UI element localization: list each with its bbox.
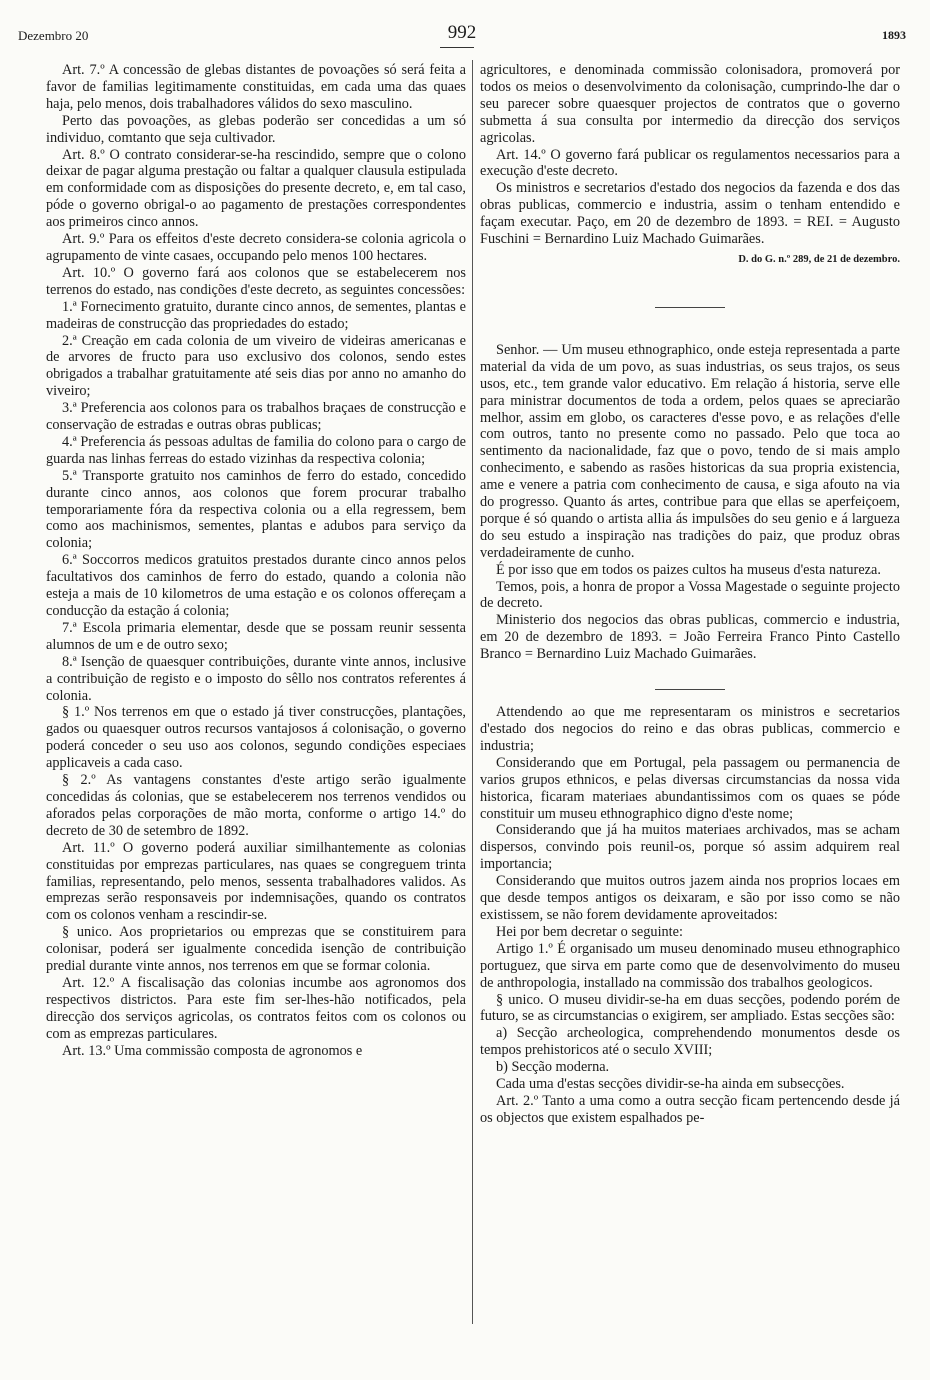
left-column [46,62,466,1059]
paragraph: 1.ª Fornecimento gratuito, durante cinco annos, de sementes, plantas e madeiras de construcção das propriedades do estado; [46,298,466,332]
paragraph: Art. 8.º O contrato considerar-se-ha rescindido, sempre que o colono deixar de pagar alguma prestação ou faltar a qualquer clausula estipulada em conformidade com as disposições do presente decreto, e, em tal caso, póde o governo obrigal-o ao pagamento de prestações correspondentes aos primeiros cinco annos. [46,146,466,231]
paragraph: a) Secção archeologica, comprehendendo monumentos desde os tempos prehistoricos até o seculo XVIII; [480,1025,900,1059]
page-number-rule [440,47,474,48]
page-number: 992 [447,22,477,43]
paragraph: Considerando que muitos outros jazem ainda nos proprios locaes em que desde tempos antigos os deixaram, e são por isso como se não existissem, se não forem devidamente aproveitados: [480,873,900,923]
paragraph: Senhor. — Um museu ethnographico, onde esteja representada a parte material da vida de um povo, as suas industrias, os seus trajos, os seus usos, etc., tem grande valor educativo. Em relação á historia, serve elle para ministrar documentos de toda a ordem, pelos quaes se apreciarão melhor, assim em globo, os caracteres d'esse povo, e as relações d'elle com outros, tanto no presente como no passado. Pelo que toca ao sentimento da nacionalidade, faz que o povo, tendo de si mais amplo conhecimento, e sabendo as rasões historicas da sua propria existencia, ame e venere a patria com conhecimento de causa, e siga afouto na via do progresso. Quanto ás artes, contribue para que ellas se aperfeiçoem, porque é só quando o artista allia ás impulsões do seu genio e á largueza do seu estudo a inspiração nas tradições do paiz, que produz obras verdadeiramente de cunho. [480,341,900,561]
paragraph: É por isso que em todos os paizes cultos ha museus d'esta natureza. [496,561,881,578]
paragraph: § 1.º Nos terrenos em que o estado já tiver construcções, plantações, gados ou quaesquer outros recursos vantajosos á colonisação, o governo poderá conceder o seu uso aos colonos, segundo condições especiaes applicaveis a cada caso. [46,704,466,772]
paragraph: 3.ª Preferencia aos colonos para os trabalhos braçaes de construcção e conservação de estradas e outras obras publicas; [46,400,466,434]
paragraph: 6.ª Soccorros medicos gratuitos prestados durante cinco annos pelos facultativos dos caminhos de ferro do estado, quando a colonia não esteja a mais de 10 kilometros de uma estação e os colonos offereçam a conducção da estação á colonia; [46,552,466,619]
paragraph: Temos, pois, a honra de propor a Vossa Magestade o seguinte projecto de decreto. [480,578,900,612]
paragraph: Art. 12.º A fiscalisação das colonias incumbe aos agronomos dos respectivos districtos. Para este fim ser-lhes-hão notificados, pela direcção dos serviços agricolas, os contratos feitos com os colonos ou com as emprezas particulares. [46,974,466,1042]
section-separator [655,689,725,690]
paragraph: Art. 13.º Uma commissão composta de agronomos e [62,1042,363,1059]
paragraph: Attendendo ao que me representaram os ministros e secretarios d'estado dos negocios do reino e das obras publicas, commercio e industria; [480,704,900,754]
paragraph: 2.ª Creação em cada colonia de um viveiro de videiras americanas e de arvores de fructo para uso exclusivo dos colonos, sendo estes obrigados a trabalhar gratuitamente até seis dias por anno no amanho do viveiro; [46,332,466,400]
paragraph: 4.ª Preferencia ás pessoas adultas de familia do colono para o cargo de guarda nas linhas ferreas do estado vizinhas da respectiva colonia; [46,433,466,467]
paragraph: Art. 2.º Tanto a uma como a outra secção ficam pertencendo desde já os objectos que existem espalhados pe- [480,1092,900,1126]
page-header [18,22,906,48]
paragraph: § unico. Aos proprietarios ou emprezas que se constituirem para colonisar, poderá ser igualmente concedida isenção de contribuição predial durante vinte annos, nos terrenos em que se formar colonia. [46,924,466,975]
section-separator [655,307,725,308]
paragraph: 7.ª Escola primaria elementar, desde que se possam reunir sessenta alumnos de um e de outro sexo; [46,619,466,653]
paragraph: Os ministros e secretarios d'estado dos negocios da fazenda e dos das obras publicas, commercio e industria, assim o tenham entendido e façam executar. Paço, em 20 de dezembro de 1893. = REI. = Augusto Fuschini = Bernardino Luiz Machado Guimarães. [480,180,900,248]
paragraph: Perto das povoações, as glebas poderão ser concedidas a um só individuo, comtanto que seja cultivador. [46,112,466,146]
paragraph: Art. 9.º Para os effeitos d'este decreto considera-se colonia agricola o agrupamento de vinte casaes, occupando pelo menos 100 hectares. [46,231,466,264]
right-column [480,62,900,1127]
paragraph: Considerando que em Portugal, pela passagem ou permanencia de varios grupos ethnicos, e pelas diversas circumstancias da nossa vida historica, ficaram materiaes abundantissimos com os quaes se póde constituir um museu ethnographico digno d'este nome; [480,754,900,822]
paragraph: Artigo 1.º É organisado um museu denominado museu ethnographico portuguez, que sirva em parte como que de desenvolvimento do museu de anthropologia, installado na commissão dos trabalhos geologicos. [480,940,900,991]
paragraph: § unico. O museu dividir-se-ha em duas secções, podendo porém de futuro, se as circumstancias o exigirem, ser ampliado. Estas secções são: [480,991,900,1025]
header-date: Dezembro 20 [18,28,89,43]
paragraph: Art. 14.º O governo fará publicar os regulamentos necessarios para a execução d'este decreto. [480,146,900,180]
paragraph: Art. 11.º O governo poderá auxiliar similhantemente as colonias constituidas por emprezas particulares, nas quaes se congreguem trinta familias, representando, pelo menos, sessenta trabalhadores validos. As emprezas serão responsaveis por indemnisações, quando os contratos com os colonos venham a rescindir-se. [46,839,466,924]
paragraph: agricultores, e denominada commissão colonisadora, promoverá por todos os meios o desenvolvimento da colonisação, cumprindo-lhe dar o seu parecer sobre quaesquer projectos de contratos que o governo submetta á sua consulta por intermedio da direcção dos serviços agricolas. [480,62,900,146]
paragraph: Considerando que já ha muitos materiaes archivados, mas se acham dispersos, convindo pois reunil-os, porque só assim adquirem real importancia; [480,822,900,873]
paragraph: 8.ª Isenção de quaesquer contribuições, durante vinte annos, inclusive a contribuição de registo e o imposto do sêllo nos contratos referentes á colonia. [46,653,466,704]
paragraph: Ministerio dos negocios das obras publicas, commercio e industria, em 20 de dezembro de 1893. = João Ferreira Franco Pinto Castello Branco = Bernardino Luiz Machado Guimarães. [480,612,900,663]
paragraph: Hei por bem decretar o seguinte: [496,923,683,940]
paragraph: Art. 10.º O governo fará aos colonos que se estabelecerem nos terrenos do estado, nas condições d'este decreto, as seguintes concessões: [46,264,466,298]
paragraph: Cada uma d'estas secções dividir-se-ha ainda em subsecções. [496,1076,845,1093]
header-year: 1893 [882,28,906,42]
column-divider [472,60,473,1324]
paragraph: Art. 7.º A concessão de glebas distantes de povoações só será feita a favor de familias legitimamente constituidas, em cada uma das quaes haja, pelo menos, dois trabalhadores válidos do sexo masculino. [46,62,466,112]
paragraph: 5.ª Transporte gratuito nos caminhos de ferro do estado, concedido durante cinco annos, aos colonos que forem procurar trabalho temporariamente fóra da respectiva colonia ou a ella regressem, bem como aos machinismos, sementes, plantas e adubos para serviço da colonia; [46,467,466,552]
publication-reference: D. do G. n.º 289, de 21 de dezembro. [738,253,900,265]
paragraph: § 2.º As vantagens constantes d'este artigo serão igualmente concedidas ás colonias, que se estabelecerem nos terrenos vendidos ou aforados pelas corporações de mão morta, conforme o artigo 14.º do decreto de 30 de setembro de 1892. [46,772,466,839]
paragraph: b) Secção moderna. [496,1059,610,1076]
